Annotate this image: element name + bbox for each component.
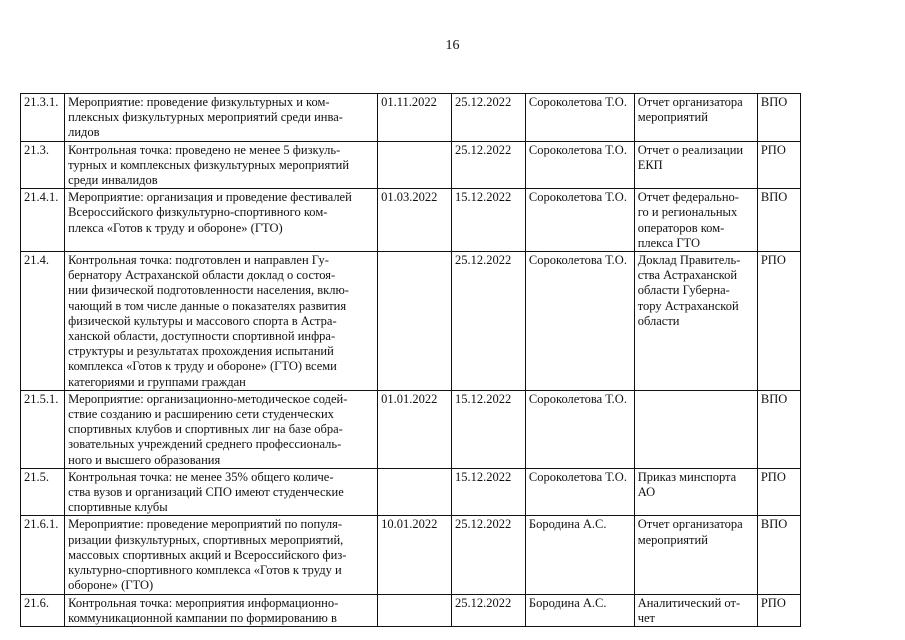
row-level: РПО — [757, 141, 800, 189]
row-end-date: 15.12.2022 — [452, 189, 526, 252]
row-end-date: 15.12.2022 — [452, 468, 526, 516]
page-number: 16 — [445, 38, 460, 53]
row-responsible: Сороколетова Т.О. — [525, 390, 634, 468]
table-row — [21, 516, 801, 594]
row-document: Отчет федерально- го и региональных операторов ком- плекса ГТО — [634, 189, 757, 252]
row-description: Мероприятие: организация и проведение фестивалей Всероссийского физкультурно-спортивного ком- плекса «Готов к труду и обороне» (ГТО) — [65, 189, 378, 252]
row-description: Мероприятие: проведение мероприятий по популя- ризации физкультурных, спортивных мероприятий, массовых спортивных акций и Всероссийского физ- культурно-спортивного комплекса «Готов к труду и обороне» (ГТО) — [65, 516, 378, 594]
row-document: Аналитический от- чет — [634, 594, 757, 626]
row-description: Контрольная точка: подготовлен и направлен Гу- бернатору Астраханской области доклад о состоя- нии физической подготовленности населения, вклю- чающий в том числе данные о показателях развития физической культуры и массового спорта в Астра- ханской области, доступности спортивной инфра- структуры и результатах прохождения испытаний комплекса «Готов к труду и обороне» (ГТО) всеми категориями и группами граждан — [65, 252, 378, 391]
row-responsible: Сороколетова Т.О. — [525, 141, 634, 189]
row-end-date: 25.12.2022 — [452, 141, 526, 189]
row-responsible: Сороколетова Т.О. — [525, 468, 634, 516]
row-end-date: 15.12.2022 — [452, 390, 526, 468]
row-description: Контрольная точка: проведено не менее 5 физкуль- турных и комплексных физкультурных мероприятий среди инвалидов — [65, 141, 378, 189]
row-start-date — [378, 252, 452, 391]
row-responsible: Сороколетова Т.О. — [525, 94, 634, 142]
row-level: ВПО — [757, 189, 800, 252]
table-row — [21, 141, 801, 189]
row-responsible: Бородина А.С. — [525, 516, 634, 594]
table-row — [21, 94, 801, 142]
row-number: 21.4. — [21, 252, 65, 391]
row-document: Доклад Правитель- ства Астраханской области Губерна- тору Астраханской области — [634, 252, 757, 391]
table-row — [21, 468, 801, 516]
row-number: 21.3.1. — [21, 94, 65, 142]
row-start-date: 10.01.2022 — [378, 516, 452, 594]
row-document: Приказ минспорта АО — [634, 468, 757, 516]
row-level: ВПО — [757, 516, 800, 594]
row-responsible: Бородина А.С. — [525, 594, 634, 626]
row-number: 21.6. — [21, 594, 65, 626]
row-level: ВПО — [757, 390, 800, 468]
row-start-date — [378, 594, 452, 626]
row-end-date: 25.12.2022 — [452, 516, 526, 594]
row-start-date: 01.01.2022 — [378, 390, 452, 468]
row-description: Мероприятие: организационно-методическое содей- ствие созданию и расширению сети студенческих спортивных клубов и спортивных лиг на базе обра- зовательных учреждений среднего профессиональ- ного и высшего образования — [65, 390, 378, 468]
row-number: 21.5.1. — [21, 390, 65, 468]
row-document: Отчет организатора мероприятий — [634, 94, 757, 142]
row-description: Мероприятие: проведение физкультурных и ком- плексных физкультурных мероприятий среди инва- лидов — [65, 94, 378, 142]
row-responsible: Сороколетова Т.О. — [525, 189, 634, 252]
row-end-date: 25.12.2022 — [452, 94, 526, 142]
row-level: РПО — [757, 594, 800, 626]
row-level: РПО — [757, 468, 800, 516]
row-description: Контрольная точка: мероприятия информационно- коммуникационной кампании по формированию в — [65, 594, 378, 626]
table-row — [21, 189, 801, 252]
table-row — [21, 390, 801, 468]
activities-table — [20, 93, 801, 627]
row-description: Контрольная точка: не менее 35% общего количе- ства вузов и организаций СПО имеют студенческие спортивные клубы — [65, 468, 378, 516]
row-start-date: 01.03.2022 — [378, 189, 452, 252]
row-start-date — [378, 468, 452, 516]
row-number: 21.3. — [21, 141, 65, 189]
row-start-date: 01.11.2022 — [378, 94, 452, 142]
row-number: 21.6.1. — [21, 516, 65, 594]
table-row — [21, 594, 801, 626]
row-document: Отчет организатора мероприятий — [634, 516, 757, 594]
row-end-date: 25.12.2022 — [452, 252, 526, 391]
row-level: ВПО — [757, 94, 800, 142]
row-number: 21.4.1. — [21, 189, 65, 252]
row-end-date: 25.12.2022 — [452, 594, 526, 626]
row-level: РПО — [757, 252, 800, 391]
table-row — [21, 252, 801, 391]
row-document — [634, 390, 757, 468]
row-responsible: Сороколетова Т.О. — [525, 252, 634, 391]
row-start-date — [378, 141, 452, 189]
row-number: 21.5. — [21, 468, 65, 516]
row-document: Отчет о реализации ЕКП — [634, 141, 757, 189]
